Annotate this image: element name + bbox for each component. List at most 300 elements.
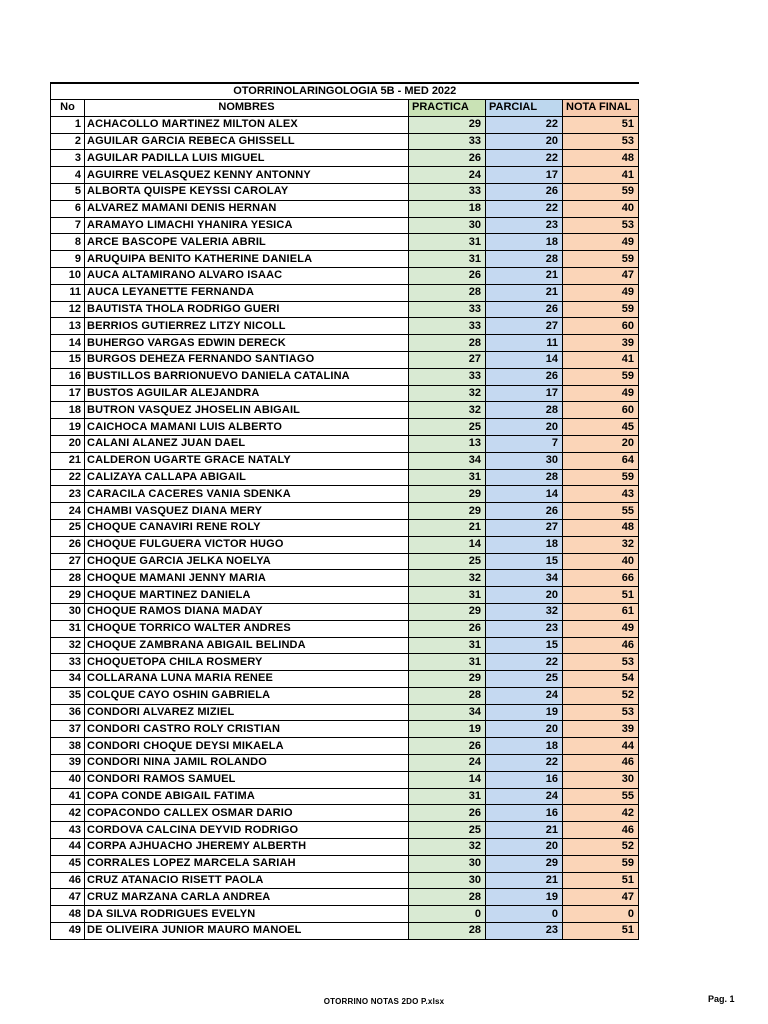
parcial-score: 32 xyxy=(486,603,563,620)
table-row xyxy=(51,620,639,637)
parcial-score: 21 xyxy=(486,872,563,889)
parcial-score: 26 xyxy=(486,301,563,318)
parcial-score: 19 xyxy=(486,704,563,721)
parcial-score: 21 xyxy=(486,267,563,284)
row-number: 47 xyxy=(51,889,85,906)
nota-final-score: 59 xyxy=(563,251,639,268)
nota-final-score: 53 xyxy=(563,133,639,150)
table-row xyxy=(51,385,639,402)
nota-final-score: 39 xyxy=(563,335,639,352)
parcial-score: 21 xyxy=(486,284,563,301)
parcial-score: 24 xyxy=(486,687,563,704)
row-number: 22 xyxy=(51,469,85,486)
nota-final-score: 59 xyxy=(563,183,639,200)
nota-final-score: 49 xyxy=(563,620,639,637)
nota-final-score: 51 xyxy=(563,587,639,604)
student-name: BUHERGO VARGAS EDWIN DERECK xyxy=(85,335,409,352)
nota-final-score: 51 xyxy=(563,923,639,940)
student-name: COLLARANA LUNA MARIA RENEE xyxy=(85,671,409,688)
footer-filename: OTORRINO NOTAS 2DO P.xlsx xyxy=(323,997,445,1006)
table-row xyxy=(51,251,639,268)
table-row xyxy=(51,721,639,738)
student-name: CHOQUE GARCIA JELKA NOELYA xyxy=(85,553,409,570)
student-rows xyxy=(51,116,639,939)
parcial-score: 18 xyxy=(486,536,563,553)
parcial-score: 23 xyxy=(486,923,563,940)
practica-score: 30 xyxy=(409,872,486,889)
practica-score: 25 xyxy=(409,553,486,570)
row-number: 37 xyxy=(51,721,85,738)
header-row xyxy=(51,100,639,117)
table-row xyxy=(51,368,639,385)
parcial-score: 15 xyxy=(486,637,563,654)
row-number: 26 xyxy=(51,536,85,553)
student-name: BUSTILLOS BARRIONUEVO DANIELA CATALINA xyxy=(85,368,409,385)
nota-final-score: 51 xyxy=(563,116,639,133)
parcial-score: 15 xyxy=(486,553,563,570)
student-name: ACHACOLLO MARTINEZ MILTON ALEX xyxy=(85,116,409,133)
parcial-score: 14 xyxy=(486,351,563,368)
nota-final-score: 52 xyxy=(563,687,639,704)
parcial-score: 22 xyxy=(486,755,563,772)
table-row xyxy=(51,284,639,301)
nota-final-score: 53 xyxy=(563,654,639,671)
footer-page-number: Pag. 1 xyxy=(708,994,735,1004)
row-number: 3 xyxy=(51,150,85,167)
student-name: CORDOVA CALCINA DEYVID RODRIGO xyxy=(85,822,409,839)
student-name: CHOQUE TORRICO WALTER ANDRES xyxy=(85,620,409,637)
parcial-score: 14 xyxy=(486,486,563,503)
practica-score: 30 xyxy=(409,855,486,872)
row-number: 2 xyxy=(51,133,85,150)
practica-score: 28 xyxy=(409,284,486,301)
row-number: 31 xyxy=(51,620,85,637)
table-row xyxy=(51,603,639,620)
table-row xyxy=(51,923,639,940)
table-row xyxy=(51,587,639,604)
practica-score: 24 xyxy=(409,167,486,184)
student-name: BAUTISTA THOLA RODRIGO GUERI xyxy=(85,301,409,318)
practica-score: 31 xyxy=(409,587,486,604)
practica-score: 14 xyxy=(409,536,486,553)
practica-score: 28 xyxy=(409,923,486,940)
nota-final-score: 59 xyxy=(563,301,639,318)
table-row xyxy=(51,301,639,318)
row-number: 10 xyxy=(51,267,85,284)
row-number: 43 xyxy=(51,822,85,839)
table-row xyxy=(51,150,639,167)
practica-score: 30 xyxy=(409,217,486,234)
parcial-score: 28 xyxy=(486,402,563,419)
table-row xyxy=(51,771,639,788)
row-number: 30 xyxy=(51,603,85,620)
parcial-score: 29 xyxy=(486,855,563,872)
practica-score: 28 xyxy=(409,335,486,352)
table-row xyxy=(51,116,639,133)
table-row xyxy=(51,553,639,570)
practica-score: 31 xyxy=(409,469,486,486)
nota-final-score: 49 xyxy=(563,234,639,251)
nota-final-score: 49 xyxy=(563,385,639,402)
table-row xyxy=(51,788,639,805)
practica-score: 31 xyxy=(409,788,486,805)
practica-score: 24 xyxy=(409,755,486,772)
table-row xyxy=(51,435,639,452)
student-name: CALANI ALANEZ JUAN DAEL xyxy=(85,435,409,452)
practica-score: 26 xyxy=(409,805,486,822)
row-number: 1 xyxy=(51,116,85,133)
student-name: CONDORI ALVAREZ MIZIEL xyxy=(85,704,409,721)
practica-score: 31 xyxy=(409,654,486,671)
parcial-score: 22 xyxy=(486,116,563,133)
nota-final-score: 52 xyxy=(563,839,639,856)
table-row xyxy=(51,855,639,872)
parcial-score: 26 xyxy=(486,503,563,520)
table-row xyxy=(51,503,639,520)
parcial-score: 16 xyxy=(486,771,563,788)
practica-score: 34 xyxy=(409,452,486,469)
student-name: DA SILVA RODRIGUES EVELYN xyxy=(85,906,409,923)
student-name: ALBORTA QUISPE KEYSSI CAROLAY xyxy=(85,183,409,200)
student-name: AGUILAR PADILLA LUIS MIGUEL xyxy=(85,150,409,167)
student-name: CHOQUE MAMANI JENNY MARIA xyxy=(85,570,409,587)
practica-score: 25 xyxy=(409,822,486,839)
nota-final-score: 59 xyxy=(563,855,639,872)
row-number: 40 xyxy=(51,771,85,788)
parcial-score: 22 xyxy=(486,150,563,167)
row-number: 29 xyxy=(51,587,85,604)
parcial-score: 22 xyxy=(486,200,563,217)
table-row xyxy=(51,637,639,654)
practica-score: 33 xyxy=(409,183,486,200)
practica-score: 32 xyxy=(409,570,486,587)
student-name: AUCA LEYANETTE FERNANDA xyxy=(85,284,409,301)
nota-final-score: 43 xyxy=(563,486,639,503)
header-parcial: PARCIAL xyxy=(486,100,563,117)
row-number: 33 xyxy=(51,654,85,671)
nota-final-score: 60 xyxy=(563,402,639,419)
parcial-score: 18 xyxy=(486,738,563,755)
parcial-score: 23 xyxy=(486,217,563,234)
practica-score: 34 xyxy=(409,704,486,721)
parcial-score: 25 xyxy=(486,671,563,688)
table-row xyxy=(51,452,639,469)
table-row xyxy=(51,419,639,436)
row-number: 44 xyxy=(51,839,85,856)
table-row xyxy=(51,536,639,553)
student-name: COLQUE CAYO OSHIN GABRIELA xyxy=(85,687,409,704)
row-number: 24 xyxy=(51,503,85,520)
practica-score: 0 xyxy=(409,906,486,923)
student-name: COPA CONDE ABIGAIL FATIMA xyxy=(85,788,409,805)
parcial-score: 7 xyxy=(486,435,563,452)
row-number: 35 xyxy=(51,687,85,704)
row-number: 4 xyxy=(51,167,85,184)
practica-score: 33 xyxy=(409,301,486,318)
table-row xyxy=(51,183,639,200)
student-name: CAICHOCA MAMANI LUIS ALBERTO xyxy=(85,419,409,436)
table-row xyxy=(51,318,639,335)
row-number: 45 xyxy=(51,855,85,872)
grades-table xyxy=(50,82,639,940)
practica-score: 18 xyxy=(409,200,486,217)
practica-score: 14 xyxy=(409,771,486,788)
nota-final-score: 53 xyxy=(563,217,639,234)
table-row xyxy=(51,519,639,536)
row-number: 8 xyxy=(51,234,85,251)
student-name: CORRALES LOPEZ MARCELA SARIAH xyxy=(85,855,409,872)
row-number: 12 xyxy=(51,301,85,318)
nota-final-score: 60 xyxy=(563,318,639,335)
row-number: 19 xyxy=(51,419,85,436)
student-name: COPACONDO CALLEX OSMAR DARIO xyxy=(85,805,409,822)
nota-final-score: 46 xyxy=(563,755,639,772)
row-number: 18 xyxy=(51,402,85,419)
row-number: 21 xyxy=(51,452,85,469)
row-number: 11 xyxy=(51,284,85,301)
nota-final-score: 47 xyxy=(563,267,639,284)
practica-score: 29 xyxy=(409,671,486,688)
student-name: AGUIRRE VELASQUEZ KENNY ANTONNY xyxy=(85,167,409,184)
header-practica: PRACTICA xyxy=(409,100,486,117)
nota-final-score: 47 xyxy=(563,889,639,906)
nota-final-score: 53 xyxy=(563,704,639,721)
nota-final-score: 55 xyxy=(563,503,639,520)
parcial-score: 22 xyxy=(486,654,563,671)
student-name: CONDORI RAMOS SAMUEL xyxy=(85,771,409,788)
student-name: CHOQUE FULGUERA VICTOR HUGO xyxy=(85,536,409,553)
practica-score: 32 xyxy=(409,402,486,419)
practica-score: 31 xyxy=(409,637,486,654)
table-row xyxy=(51,469,639,486)
row-number: 32 xyxy=(51,637,85,654)
row-number: 48 xyxy=(51,906,85,923)
row-number: 13 xyxy=(51,318,85,335)
parcial-score: 20 xyxy=(486,133,563,150)
row-number: 27 xyxy=(51,553,85,570)
table-row xyxy=(51,704,639,721)
practica-score: 25 xyxy=(409,419,486,436)
student-name: CONDORI CASTRO ROLY CRISTIAN xyxy=(85,721,409,738)
practica-score: 19 xyxy=(409,721,486,738)
table-row xyxy=(51,402,639,419)
row-number: 17 xyxy=(51,385,85,402)
nota-final-score: 20 xyxy=(563,435,639,452)
student-name: CHAMBI VASQUEZ DIANA MERY xyxy=(85,503,409,520)
student-name: CALDERON UGARTE GRACE NATALY xyxy=(85,452,409,469)
table-row xyxy=(51,822,639,839)
nota-final-score: 59 xyxy=(563,368,639,385)
student-name: AUCA ALTAMIRANO ALVARO ISAAC xyxy=(85,267,409,284)
practica-score: 32 xyxy=(409,385,486,402)
row-number: 34 xyxy=(51,671,85,688)
nota-final-score: 48 xyxy=(563,519,639,536)
practica-score: 32 xyxy=(409,839,486,856)
student-name: ALVAREZ MAMANI DENIS HERNAN xyxy=(85,200,409,217)
parcial-score: 19 xyxy=(486,889,563,906)
practica-score: 29 xyxy=(409,116,486,133)
student-name: CONDORI CHOQUE DEYSI MIKAELA xyxy=(85,738,409,755)
parcial-score: 28 xyxy=(486,251,563,268)
row-number: 38 xyxy=(51,738,85,755)
parcial-score: 23 xyxy=(486,620,563,637)
student-name: ARAMAYO LIMACHI YHANIRA YESICA xyxy=(85,217,409,234)
nota-final-score: 55 xyxy=(563,788,639,805)
nota-final-score: 59 xyxy=(563,469,639,486)
title-row xyxy=(51,83,639,100)
nota-final-score: 46 xyxy=(563,822,639,839)
nota-final-score: 32 xyxy=(563,536,639,553)
row-number: 28 xyxy=(51,570,85,587)
student-name: CHOQUE RAMOS DIANA MADAY xyxy=(85,603,409,620)
parcial-score: 24 xyxy=(486,788,563,805)
practica-score: 26 xyxy=(409,620,486,637)
practica-score: 29 xyxy=(409,603,486,620)
practica-score: 27 xyxy=(409,351,486,368)
practica-score: 28 xyxy=(409,687,486,704)
parcial-score: 21 xyxy=(486,822,563,839)
nota-final-score: 61 xyxy=(563,603,639,620)
practica-score: 31 xyxy=(409,234,486,251)
nota-final-score: 42 xyxy=(563,805,639,822)
row-number: 36 xyxy=(51,704,85,721)
table-row xyxy=(51,335,639,352)
table-row xyxy=(51,671,639,688)
nota-final-score: 46 xyxy=(563,637,639,654)
row-number: 7 xyxy=(51,217,85,234)
practica-score: 21 xyxy=(409,519,486,536)
row-number: 9 xyxy=(51,251,85,268)
parcial-score: 0 xyxy=(486,906,563,923)
row-number: 15 xyxy=(51,351,85,368)
table-row xyxy=(51,351,639,368)
table-row xyxy=(51,906,639,923)
practica-score: 28 xyxy=(409,889,486,906)
nota-final-score: 64 xyxy=(563,452,639,469)
table-row xyxy=(51,805,639,822)
nota-final-score: 66 xyxy=(563,570,639,587)
student-name: CARACILA CACERES VANIA SDENKA xyxy=(85,486,409,503)
parcial-score: 30 xyxy=(486,452,563,469)
student-name: CONDORI NINA JAMIL ROLANDO xyxy=(85,755,409,772)
nota-final-score: 39 xyxy=(563,721,639,738)
parcial-score: 27 xyxy=(486,519,563,536)
nota-final-score: 41 xyxy=(563,351,639,368)
parcial-score: 20 xyxy=(486,419,563,436)
row-number: 39 xyxy=(51,755,85,772)
student-name: ARUQUIPA BENITO KATHERINE DANIELA xyxy=(85,251,409,268)
parcial-score: 34 xyxy=(486,570,563,587)
practica-score: 26 xyxy=(409,738,486,755)
header-no: No xyxy=(51,100,85,117)
student-name: CALIZAYA CALLAPA ABIGAIL xyxy=(85,469,409,486)
parcial-score: 20 xyxy=(486,721,563,738)
student-name: CRUZ MARZANA CARLA ANDREA xyxy=(85,889,409,906)
practica-score: 33 xyxy=(409,368,486,385)
table-row xyxy=(51,839,639,856)
table-row xyxy=(51,755,639,772)
student-name: BUSTOS AGUILAR ALEJANDRA xyxy=(85,385,409,402)
parcial-score: 18 xyxy=(486,234,563,251)
student-name: ARCE BASCOPE VALERIA ABRIL xyxy=(85,234,409,251)
parcial-score: 20 xyxy=(486,839,563,856)
parcial-score: 28 xyxy=(486,469,563,486)
nota-final-score: 30 xyxy=(563,771,639,788)
nota-final-score: 45 xyxy=(563,419,639,436)
table-row xyxy=(51,217,639,234)
row-number: 5 xyxy=(51,183,85,200)
row-number: 14 xyxy=(51,335,85,352)
student-name: AGUILAR GARCIA REBECA GHISSELL xyxy=(85,133,409,150)
row-number: 49 xyxy=(51,923,85,940)
nota-final-score: 0 xyxy=(563,906,639,923)
nota-final-score: 48 xyxy=(563,150,639,167)
row-number: 46 xyxy=(51,872,85,889)
parcial-score: 16 xyxy=(486,805,563,822)
row-number: 20 xyxy=(51,435,85,452)
parcial-score: 11 xyxy=(486,335,563,352)
table-row xyxy=(51,654,639,671)
table-row xyxy=(51,200,639,217)
row-number: 41 xyxy=(51,788,85,805)
nota-final-score: 49 xyxy=(563,284,639,301)
parcial-score: 27 xyxy=(486,318,563,335)
practica-score: 13 xyxy=(409,435,486,452)
row-number: 25 xyxy=(51,519,85,536)
student-name: BUTRON VASQUEZ JHOSELIN ABIGAIL xyxy=(85,402,409,419)
practica-score: 26 xyxy=(409,150,486,167)
table-row xyxy=(51,872,639,889)
practica-score: 26 xyxy=(409,267,486,284)
header-nota-final: NOTA FINAL xyxy=(563,100,639,117)
student-name: BERRIOS GUTIERREZ LITZY NICOLL xyxy=(85,318,409,335)
practica-score: 31 xyxy=(409,251,486,268)
row-number: 16 xyxy=(51,368,85,385)
student-name: CHOQUE ZAMBRANA ABIGAIL BELINDA xyxy=(85,637,409,654)
student-name: BURGOS DEHEZA FERNANDO SANTIAGO xyxy=(85,351,409,368)
table-row xyxy=(51,570,639,587)
table-row xyxy=(51,687,639,704)
table-row xyxy=(51,889,639,906)
row-number: 42 xyxy=(51,805,85,822)
table-row xyxy=(51,167,639,184)
nota-final-score: 41 xyxy=(563,167,639,184)
practica-score: 33 xyxy=(409,133,486,150)
practica-score: 29 xyxy=(409,503,486,520)
parcial-score: 17 xyxy=(486,385,563,402)
table-row xyxy=(51,267,639,284)
row-number: 23 xyxy=(51,486,85,503)
nota-final-score: 44 xyxy=(563,738,639,755)
student-name: CORPA AJHUACHO JHEREMY ALBERTH xyxy=(85,839,409,856)
nota-final-score: 40 xyxy=(563,200,639,217)
row-number: 6 xyxy=(51,200,85,217)
student-name: CHOQUE MARTINEZ DANIELA xyxy=(85,587,409,604)
student-name: CHOQUETOPA CHILA ROSMERY xyxy=(85,654,409,671)
practica-score: 29 xyxy=(409,486,486,503)
parcial-score: 20 xyxy=(486,587,563,604)
parcial-score: 17 xyxy=(486,167,563,184)
student-name: DE OLIVEIRA JUNIOR MAURO MANOEL xyxy=(85,923,409,940)
table-row xyxy=(51,234,639,251)
table-row xyxy=(51,738,639,755)
nota-final-score: 40 xyxy=(563,553,639,570)
header-names: NOMBRES xyxy=(85,100,409,117)
table-row xyxy=(51,133,639,150)
table-row xyxy=(51,486,639,503)
parcial-score: 26 xyxy=(486,183,563,200)
sheet-title: OTORRINOLARINGOLOGIA 5B - MED 2022 xyxy=(51,83,639,100)
